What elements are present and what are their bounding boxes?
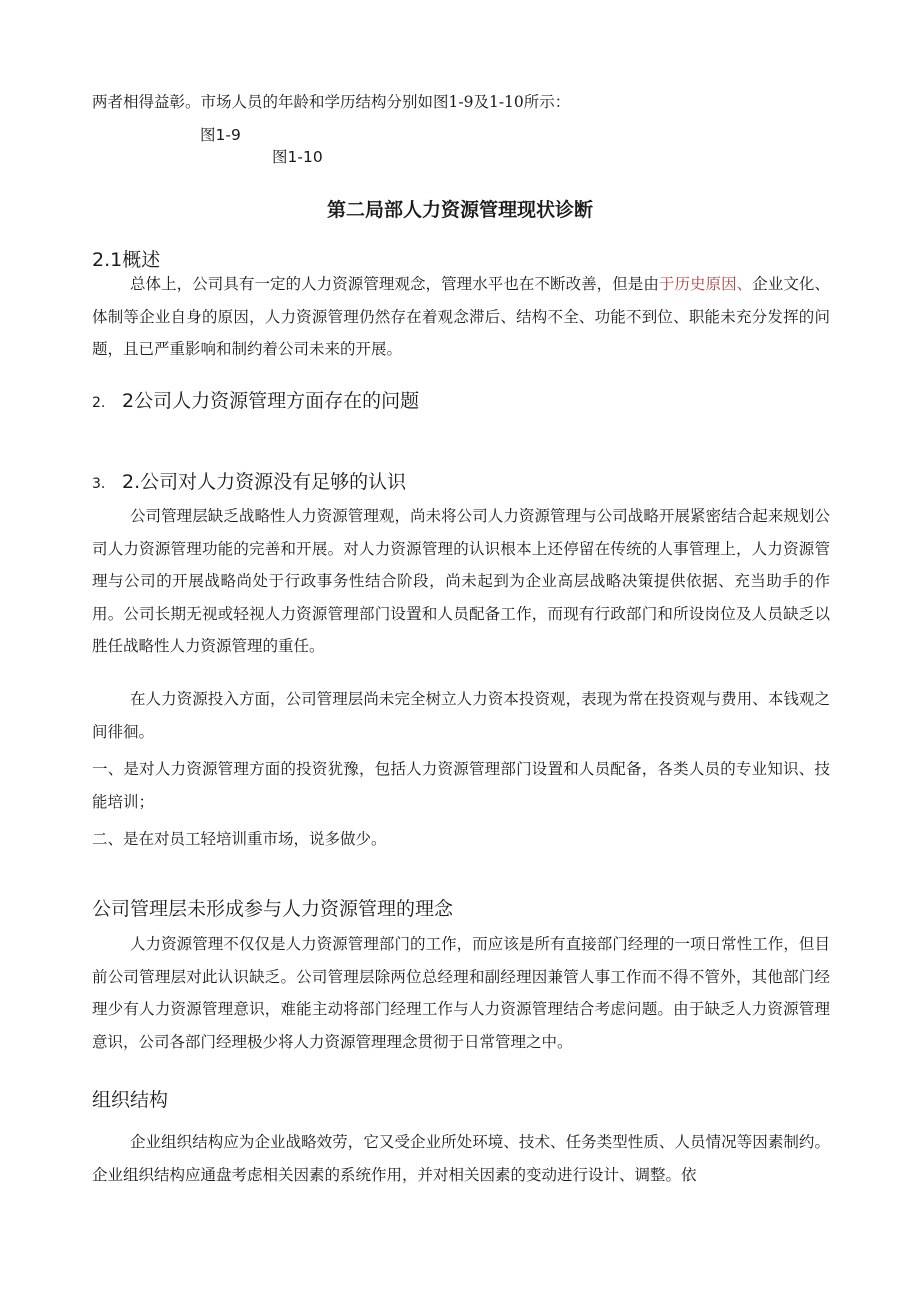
org-structure-paragraph: 企业组织结构应为企业战略效劳，它又受企业所处环境、技术、任务类型性质、人员情况等因素制约。企业组织结构应通盘考虑相关因素的系统作用，并对相关因素的变动进行设计、调整。依: [92, 1133, 830, 1184]
highlighted-text: 于历史原因、: [658, 275, 753, 293]
section-3-item-1: 一、是对人力资源管理方面的投资犹豫，包括人力资源管理部门设置和人员配备，各类人员的专业知识、技能培训；: [92, 760, 830, 811]
section-2-1-heading: 2.1概述: [92, 249, 161, 271]
section-3-paragraph-1: 公司管理层缺乏战略性人力资源管理观，尚未将公司人力资源管理与公司战略开展紧密结合起来规划公司人力资源管理功能的完善和开展。对人力资源管理的认识根本上还停留在传统的人事管理上，人力资源管理与公司的开展战略尚处于行政事务性结合阶段，尚未起到为企业高层战略决策提供依据、充当助手的作用。公司长期无视或轻视人力资源管理部门设置和人员配备工作，而现有行政部门和所设岗位及人员缺乏以胜任战略性人力资源管理的重任。: [92, 507, 830, 655]
section-2-2-heading: 2. 2公司人力资源管理方面存在的问题: [92, 390, 420, 412]
management-paragraph: 人力资源管理不仅仅是人力资源管理部门的工作，而应该是所有直接部门经理的一项日常性工作，但目前公司管理层对此认识缺乏。公司管理层除两位总经理和副经理因兼管人事工作而不得不管外，其他部门经理少有人力资源管理意识，难能主动将部门经理工作与人力资源管理结合考虑问题。由于缺乏人力资源管理意识，公司各部门经理极少将人力资源管理理念贯彻于日常管理之中。: [92, 935, 830, 1051]
org-structure-heading: 组织结构: [92, 1089, 169, 1111]
part-title: 第二局部人力资源管理现状诊断: [326, 199, 593, 221]
section-3-heading: 3. 2.公司对人力资源没有足够的认识: [92, 471, 407, 493]
section-3-item-2: 二、是在对员工轻培训重市场，说多做少。: [92, 830, 387, 848]
section-2-1-paragraph: 总体上，公司具有一定的人力资源管理观念，管理水平也在不断改善，但是由于历史原因、企业文化、体制等企业自身的原因，人力资源管理仍然存在着观念滞后、结构不全、功能不到位、职能未充分发挥的问题，且已严重影响和制约着公司未来的开展。: [92, 275, 830, 358]
figure-caption-1-9: 图1-9: [200, 126, 241, 144]
figure-caption-1-10: 图1-10: [272, 148, 323, 166]
section-3-paragraph-2: 在人力资源投入方面，公司管理层尚未完全树立人力资本投资观，表现为常在投资观与费用、本钱观之间徘徊。: [92, 690, 830, 741]
intro-line: 两者相得益彰。市场人员的年龄和学历结构分别如图1-9及1-10所示：: [92, 93, 571, 111]
management-heading: 公司管理层未形成参与人力资源管理的理念: [92, 898, 454, 920]
